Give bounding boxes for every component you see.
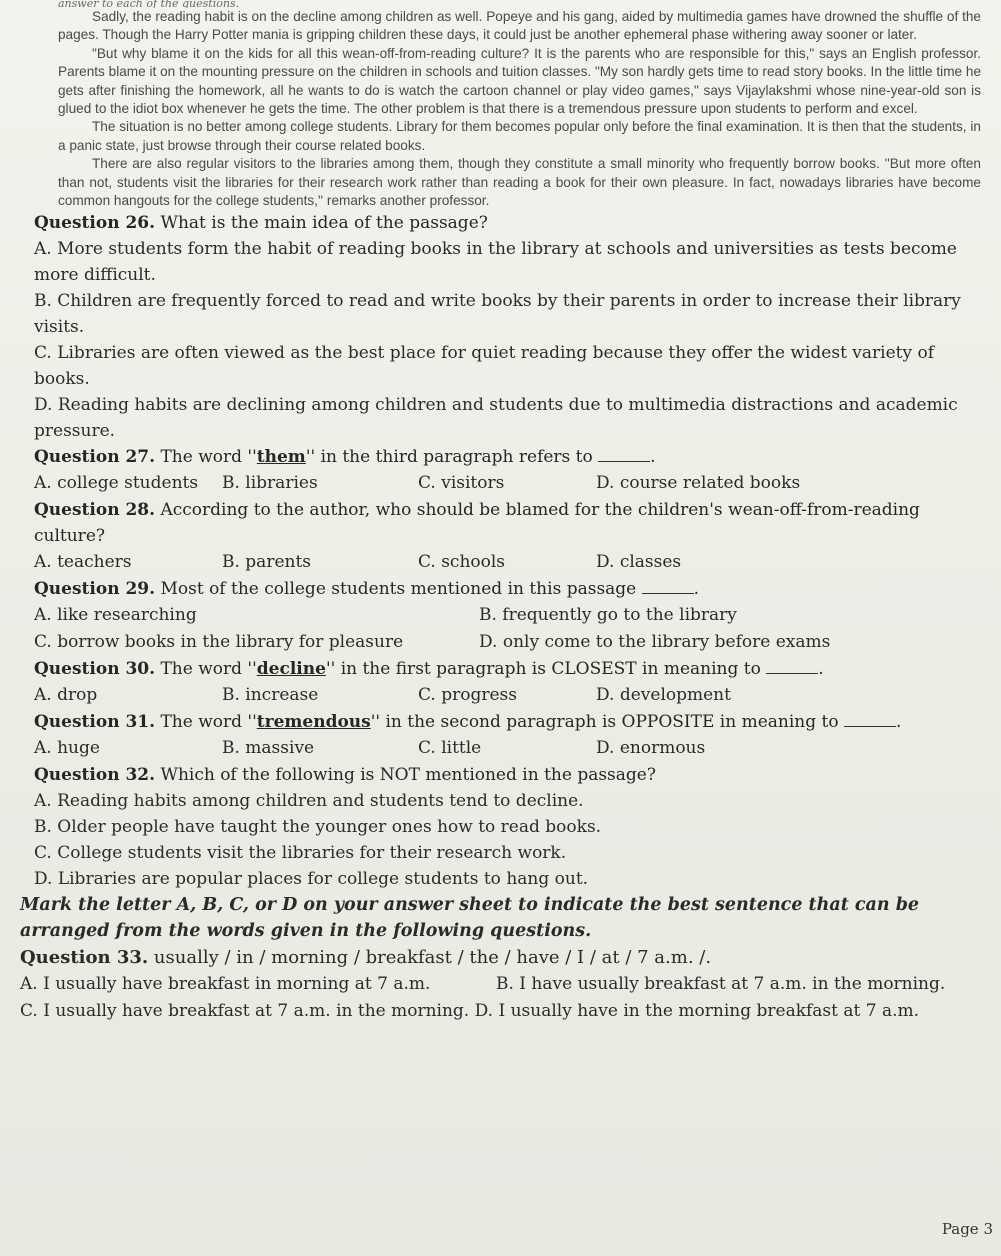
option-a[interactable]: A. teachers (34, 552, 132, 573)
option-b[interactable]: B. Children are frequently forced to read and write books by their parents in order to increase their library visits. (34, 291, 961, 338)
option-c[interactable]: C. schools (418, 552, 506, 573)
underlined-word: tremendous (256, 712, 371, 733)
question-text-after: '' in the third paragraph refers to (305, 447, 593, 468)
question-33 (10, 944, 987, 1025)
question-label: Question 30. (34, 659, 156, 680)
question-text: According to the author, who should be blamed for the children's wean-off-from-reading culture? (34, 500, 920, 547)
section-instruction: Mark the letter A, B, C, or D on your answer sheet to indicate the best sentence that can be arranged from the words given in the following questions. (20, 895, 920, 942)
paragraph-4: There are also regular visitors to the libraries among them, though they constitute a small minority who frequently borrow books. ''But more often than not, students visit the libraries for their research work rather than reading a book for their own pleasure. In fact, nowadays libraries have become common hangouts for the college students,'' remarks another professor. (58, 156, 981, 209)
option-c[interactable]: C. I usually have breakfast at 7 a.m. in the morning. (20, 1001, 470, 1022)
question-text-before: The word '' (160, 447, 257, 468)
question-label: Question 27. (34, 447, 156, 468)
paragraph-2: "But why blame it on the kids for all this wean-off-from-reading culture? It is the parents who are responsible for this," says an English professor. Parents blame it on the mounting pressure on the children in schools and tuition classes. "My son hardly gets time to read story books. In the little time he gets after finishing the homework, all he wants to do is watch the cartoon channel or play video games," says Vijaylakshmi whose nine-year-old son is glued to the idiot box whenever he gets the time. The other problem is that there is a tremendous pressure upon students to perform and excel. (58, 45, 981, 117)
question-label: Question 33. (20, 947, 149, 969)
answer-blank (642, 579, 694, 594)
questions-section (10, 210, 987, 892)
header-cut-text: answer to each of the questions. (58, 0, 240, 8)
option-c[interactable]: C. College students visit the libraries for their research work. (34, 843, 567, 864)
option-d[interactable]: D. classes (596, 552, 682, 573)
question-text: Most of the college students mentioned in this passage (160, 579, 637, 600)
option-b[interactable]: B. frequently go to the library (479, 605, 737, 626)
question-label: Question 31. (34, 712, 156, 733)
option-a[interactable]: A. college students (34, 473, 199, 494)
answer-blank (766, 659, 818, 674)
option-d[interactable]: D. course related books (596, 473, 801, 494)
option-c[interactable]: C. Libraries are often viewed as the best place for quiet reading because they offer the widest variety of books. (34, 343, 935, 390)
question-30: Question 30. The word ''decline'' in the first paragraph is CLOSEST in meaning to . A. drop B. increase C. progress D. development (34, 656, 987, 709)
question-label: Question 29. (34, 579, 156, 600)
option-d[interactable]: D. Libraries are popular places for college students to hang out. (34, 869, 589, 890)
question-32 (34, 762, 987, 892)
paragraph-1: Sadly, the reading habit is on the decline among children as well. Popeye and his gang, aided by multimedia games have drowned the shuffle of the pages. Though the Harry Potter mania is gripping children these days, it could just be another ephemeral phase withering away sooner or later. (58, 9, 981, 43)
option-d[interactable]: D. I usually have in the morning breakfast at 7 a.m. (474, 1001, 920, 1022)
question-label: Question 26. (34, 213, 156, 234)
option-c[interactable]: C. progress (418, 685, 517, 706)
option-b[interactable]: B. increase (222, 685, 319, 706)
paragraph-3: The situation is no better among college students. Library for them becomes popular only before the final examination. It is then that the students, in a panic state, just browse through their course related books. (58, 119, 981, 153)
option-b[interactable]: B. massive (222, 738, 315, 759)
question-text: What is the main idea of the passage? (160, 213, 488, 234)
option-a[interactable]: A. drop (34, 685, 98, 706)
option-d[interactable]: D. only come to the library before exams (479, 632, 831, 653)
question-31: Question 31. The word ''tremendous'' in the second paragraph is OPPOSITE in meaning to . A. huge B. massive C. little D. enormous (34, 709, 987, 762)
option-d[interactable]: D. development (596, 685, 731, 706)
option-d[interactable]: D. enormous (596, 738, 706, 759)
answer-blank (598, 447, 650, 462)
question-text-after: '' in the second paragraph is OPPOSITE in meaning to (370, 712, 839, 733)
option-a[interactable]: A. Reading habits among children and students tend to decline. (34, 791, 584, 812)
question-28 (34, 497, 987, 576)
question-label: Question 32. (34, 765, 156, 786)
option-a[interactable]: A. I usually have breakfast in morning at 7 a.m. (20, 974, 431, 995)
option-b[interactable]: B. I have usually breakfast at 7 a.m. in the morning. (496, 974, 946, 995)
reading-passage (10, 0, 987, 210)
question-text-after: '' in the first paragraph is CLOSEST in meaning to (325, 659, 761, 680)
option-a[interactable]: A. More students form the habit of reading books in the library at schools and universities as tests become more difficult. (34, 239, 957, 286)
answer-blank (844, 712, 896, 727)
question-27: Question 27. The word ''them'' in the third paragraph refers to . A. college students B. libraries C. visitors D. course related books (34, 444, 987, 497)
option-d[interactable]: D. Reading habits are declining among children and students due to multimedia distractions and academic pressure. (34, 395, 958, 442)
question-text: usually / in / morning / breakfast / the / have / I / at / 7 a.m. /. (153, 947, 712, 969)
question-text: Which of the following is NOT mentioned in the passage? (160, 765, 656, 786)
page-number: Page 3 (941, 1220, 993, 1238)
question-label: Question 28. (34, 500, 156, 521)
option-b[interactable]: B. libraries (222, 473, 318, 494)
question-26 (34, 210, 987, 444)
question-29: Question 29. Most of the college students mentioned in this passage . A. like researching B. frequently go to the library C. borrow books in the library for pleasure D. only come to the library before exams (34, 576, 987, 656)
option-a[interactable]: A. like researching (34, 605, 197, 626)
option-a[interactable]: A. huge (34, 738, 100, 759)
option-c[interactable]: C. visitors (418, 473, 505, 494)
question-text-before: The word '' (160, 712, 257, 733)
question-text-before: The word '' (160, 659, 257, 680)
underlined-word: decline (256, 659, 326, 680)
option-c[interactable]: C. little (418, 738, 482, 759)
option-b[interactable]: B. parents (222, 552, 312, 573)
option-b[interactable]: B. Older people have taught the younger ones how to read books. (34, 817, 602, 838)
underlined-word: them (256, 447, 306, 468)
option-c[interactable]: C. borrow books in the library for pleasure (34, 632, 404, 653)
